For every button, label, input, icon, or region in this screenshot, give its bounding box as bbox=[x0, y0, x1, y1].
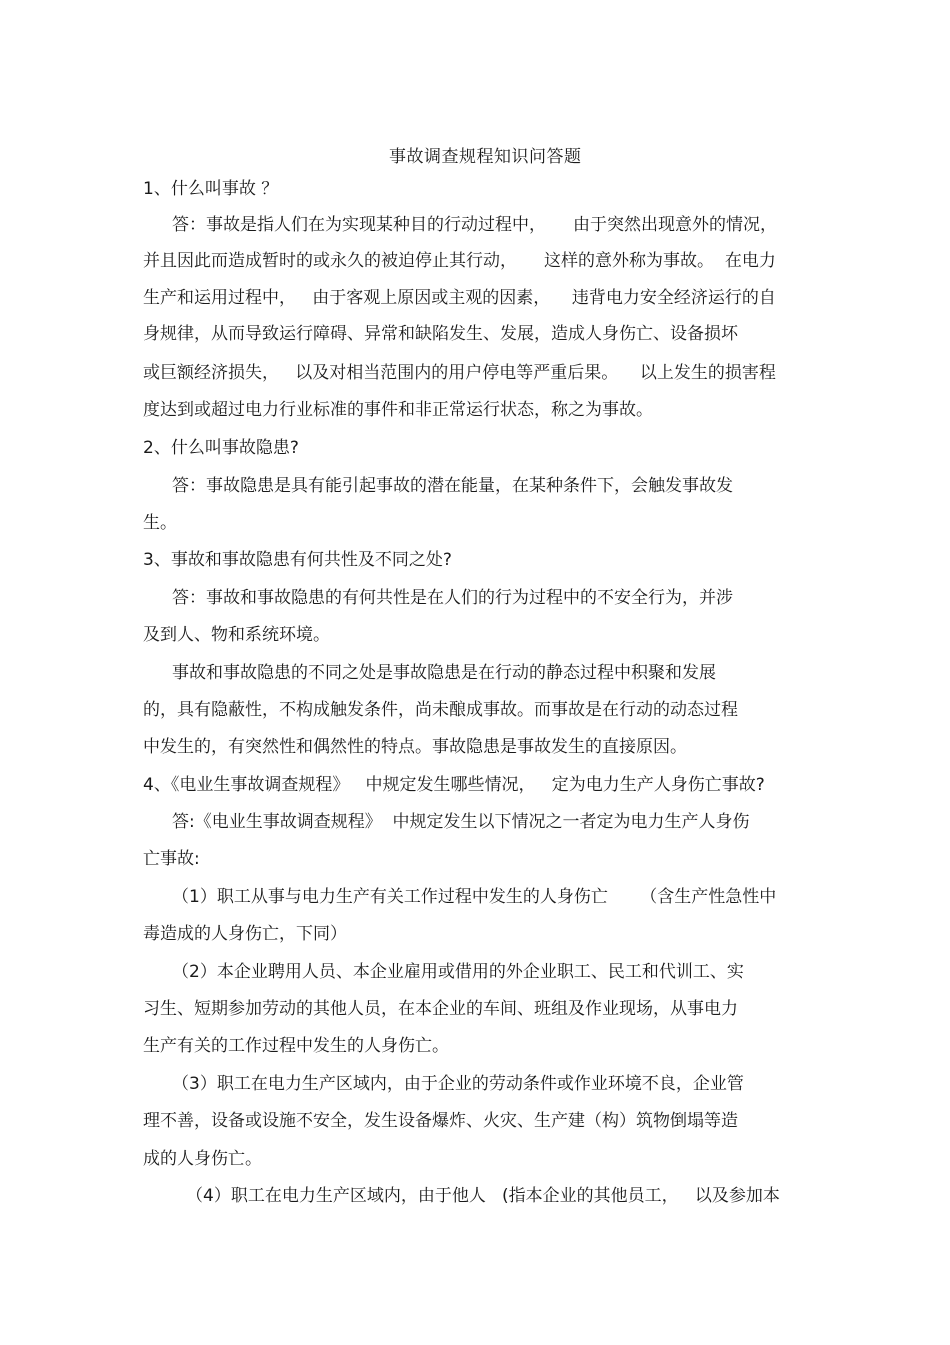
text-line: 并且因此而造成暂时的或永久的被迫停止其行动， 这样的意外称为事故。 在电力 bbox=[143, 251, 776, 271]
question-1: 1、什么叫事故 ？ bbox=[143, 179, 279, 199]
question-4: 4、《电业生事故调查规程》 中规定发生哪些情况， 定为电力生产人身伤亡事故? bbox=[143, 775, 765, 795]
question-3: 3、事故和事故隐患有何共性及不同之处? bbox=[143, 550, 452, 570]
text-line: 或巨额经济损失， 以及对相当范围内的用户停电等严重后果。 以上发生的损害程 bbox=[143, 363, 776, 383]
text-line: 答:《电业生事故调查规程》 中规定发生以下情况之一者定为电力生产人身伤 bbox=[172, 812, 750, 832]
document-title: 事故调查规程知识问答题 bbox=[389, 147, 582, 167]
text-line: 答：事故和事故隐患的有何共性是在人们的行为过程中的不安全行为，并涉 bbox=[172, 588, 733, 608]
list-item-4: （4）职工在电力生产区域内，由于他人 (指本企业的其他员工， 以及参加本 bbox=[186, 1186, 780, 1206]
text-line: 的，具有隐蔽性，不构成触发条件，尚未酿成事故。而事故是在行动的动态过程 bbox=[143, 700, 738, 720]
text-line: 度达到或超过电力行业标准的事件和非正常运行状态，称之为事故。 bbox=[143, 400, 653, 420]
question-2: 2、什么叫事故隐患? bbox=[143, 438, 299, 458]
text-line: 生。 bbox=[143, 513, 177, 533]
text-line: 及到人、物和系统环境。 bbox=[143, 625, 330, 645]
text-line: 事故和事故隐患的不同之处是事故隐患是在行动的静态过程中积聚和发展 bbox=[172, 663, 716, 683]
text-line: 答：事故是指人们在为实现某种目的行动过程中， 由于突然出现意外的情况， bbox=[172, 215, 778, 235]
text-line: 亡事故: bbox=[143, 849, 200, 869]
text-line: 生产和运用过程中， 由于客观上原因或主观的因素， 违背电力安全经济运行的自 bbox=[143, 288, 776, 308]
list-item-2: （2）本企业聘用人员、本企业雇用或借用的外企业职工、民工和代训工、实 bbox=[172, 962, 744, 982]
text-line: 身规律，从而导致运行障碍、异常和缺陷发生、发展，造成人身伤亡、设备损坏 bbox=[143, 324, 738, 344]
text-line: 中发生的，有突然性和偶然性的特点。事故隐患是事故发生的直接原因。 bbox=[143, 737, 687, 757]
text-line: 答：事故隐患是具有能引起事故的潜在能量，在某种条件下，会触发事故发 bbox=[172, 476, 733, 496]
list-item-3: （3）职工在电力生产区域内，由于企业的劳动条件或作业环境不良，企业管 bbox=[172, 1074, 744, 1094]
list-item-1: （1）职工从事与电力生产有关工作过程中发生的人身伤亡 （含生产性急性中 bbox=[172, 887, 777, 907]
text-line: 成的人身伤亡。 bbox=[143, 1149, 262, 1169]
text-line: 理不善，设备或设施不安全，发生设备爆炸、火灾、生产建（构）筑物倒塌等造 bbox=[143, 1111, 738, 1131]
text-line: 毒造成的人身伤亡，下同） bbox=[143, 924, 347, 944]
text-line: 习生、短期参加劳动的其他人员，在本企业的车间、班组及作业现场，从事电力 bbox=[143, 999, 738, 1019]
text-line: 生产有关的工作过程中发生的人身伤亡。 bbox=[143, 1036, 449, 1056]
